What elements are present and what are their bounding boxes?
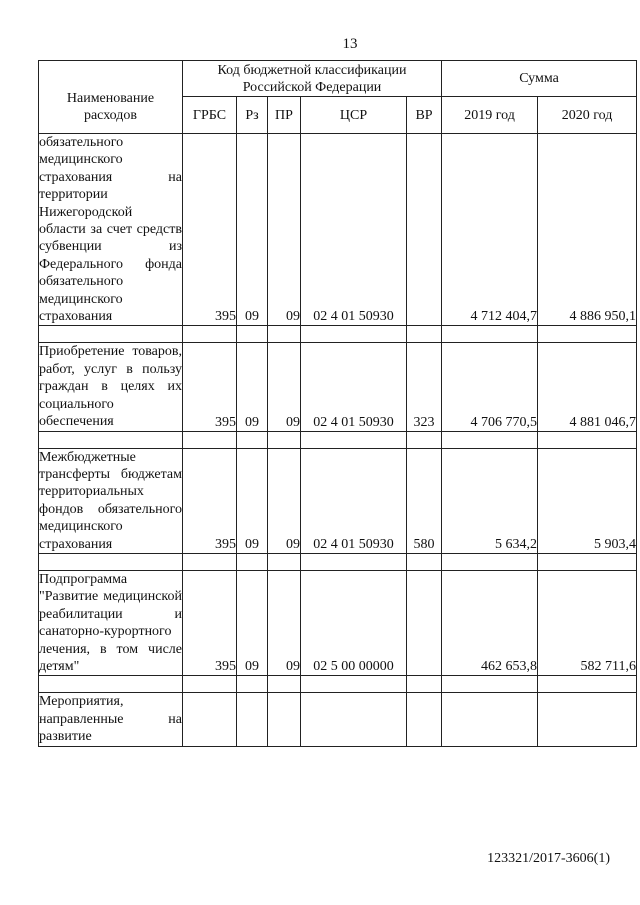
cell-csr: 02 4 01 50930: [301, 134, 407, 326]
budget-table: [38, 60, 637, 747]
row-name: обязательного медицинского страхования на территории Нижегородской области за счет средств субвенции из Федерального фонда обязательного медицинского страхования: [39, 135, 182, 325]
cell-grbs: 395: [183, 570, 237, 675]
cell-csr: 02 5 00 00000: [301, 570, 407, 675]
cell-grbs: [183, 693, 237, 746]
cell-pr: 09: [268, 570, 301, 675]
col-header-2019: 2019 год: [442, 97, 538, 134]
cell-2020: 4 886 950,1: [538, 134, 637, 326]
cell-2019: 4 706 770,5: [442, 343, 538, 431]
cell-2020: [538, 693, 637, 746]
cell-vr: [407, 693, 442, 746]
cell-vr: [407, 134, 442, 326]
cell-grbs: 395: [183, 343, 237, 431]
cell-vr: 580: [407, 448, 442, 553]
page-number: 13: [342, 36, 358, 52]
cell-pr: 09: [268, 448, 301, 553]
col-header-2020: 2020 год: [538, 97, 637, 134]
cell-2019: 462 653,8: [442, 570, 538, 675]
cell-2020: 4 881 046,7: [538, 343, 637, 431]
spacer-row: [39, 431, 637, 448]
cell-rz: [237, 693, 268, 746]
cell-2020: 5 903,4: [538, 448, 637, 553]
cell-rz: 09: [237, 134, 268, 326]
spacer-row: [39, 553, 637, 570]
cell-2019: 4 712 404,7: [442, 134, 538, 326]
spacer-row: [39, 326, 637, 343]
cell-pr: [268, 693, 301, 746]
cell-2019: 5 634,2: [442, 448, 538, 553]
row-name: Подпрограмма "Развитие медицинской реабилитации и санаторно-курортного лечения, в том числе детям": [39, 571, 182, 674]
col-header-vr: ВР: [407, 97, 442, 134]
spacer-row: [39, 676, 637, 693]
row-name: Приобретение товаров, работ, услуг в пользу граждан в целях их социального обеспечения: [39, 344, 182, 430]
col-header-sum-group: Сумма: [442, 61, 637, 97]
header-row-top: [39, 61, 637, 97]
table-row: [39, 134, 637, 326]
table-row: [39, 448, 637, 553]
document-code: 123321/2017-3606(1): [487, 851, 610, 866]
cell-rz: 09: [237, 448, 268, 553]
cell-pr: 09: [268, 343, 301, 431]
col-header-csr: ЦСР: [301, 97, 407, 134]
cell-rz: 09: [237, 570, 268, 675]
cell-vr: 323: [407, 343, 442, 431]
cell-grbs: 395: [183, 134, 237, 326]
cell-2019: [442, 693, 538, 746]
table-row: [39, 343, 637, 431]
table-row: [39, 693, 637, 746]
col-header-code-group: Код бюджетной классификации Российской Федерации: [183, 61, 442, 97]
col-header-rz: Рз: [237, 97, 268, 134]
col-header-pr: ПР: [268, 97, 301, 134]
col-header-grbs: ГРБС: [183, 97, 237, 134]
cell-vr: [407, 570, 442, 675]
col-header-name: Наименование расходов: [39, 61, 183, 134]
table-row: [39, 570, 637, 675]
row-name: Межбюджетные трансферты бюджетам территориальных фондов обязательного медицинского страхования: [39, 449, 182, 552]
row-name: Мероприятия, направленные на развитие: [39, 694, 182, 745]
cell-rz: 09: [237, 343, 268, 431]
cell-pr: 09: [268, 134, 301, 326]
cell-csr: 02 4 01 50930: [301, 343, 407, 431]
cell-grbs: 395: [183, 448, 237, 553]
cell-csr: [301, 693, 407, 746]
cell-csr: 02 4 01 50930: [301, 448, 407, 553]
cell-2020: 582 711,6: [538, 570, 637, 675]
